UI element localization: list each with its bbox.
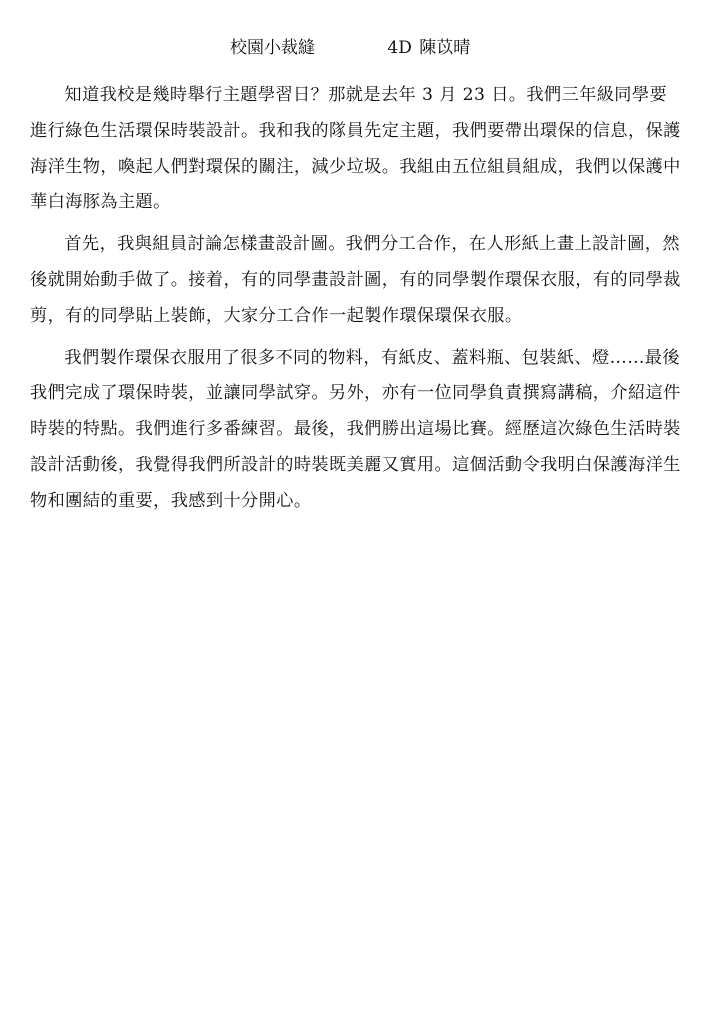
essay-paragraph-1: 知道我校是幾時舉行主題學習日？那就是去年 3 月 23 日。我們三年級同學要進行綠色生活環保時裝設計。我和我的隊員先定主題，我們要帶出環保的信息，保護海洋生物，喚起人們對環保的關注，減少垃圾。我組由五位組員組成，我們以保護中華白海豚為主題。 — [30, 85, 681, 213]
essay-paragraph-2: 首先，我與組員討論怎樣畫設計圖。我們分工合作，在人形紙上畫上設計圖，然後就開始動手做了。接着，有的同學畫設計圖，有的同學製作環保衣服，有的同學裁剪，有的同學貼上裝飾，大家分工合作一起製作環保環保衣服。 — [30, 234, 681, 326]
essay-paragraph-3: 我們製作環保衣服用了很多不同的物料，有紙皮、蓋料瓶、包裝紙、燈……最後我們完成了環保時裝，並讓同學試穿。另外，亦有一位同學負責撰寫講稿，介紹這件時裝的特點。我們進行多番練習。最後，我們勝出這場比賽。經歷這次綠色生活時裝設計活動後，我覺得我們所設計的時裝既美麗又實用。這個活動令我明白保護海洋生物和團結的重要，我感到十分開心。 — [30, 347, 681, 511]
student-name: 陳苡晴 — [419, 38, 471, 58]
document-title-line — [230, 34, 610, 62]
essay-body — [30, 78, 682, 520]
student-class: 4D — [387, 38, 412, 58]
document-title: 校園小裁縫 — [230, 38, 315, 58]
